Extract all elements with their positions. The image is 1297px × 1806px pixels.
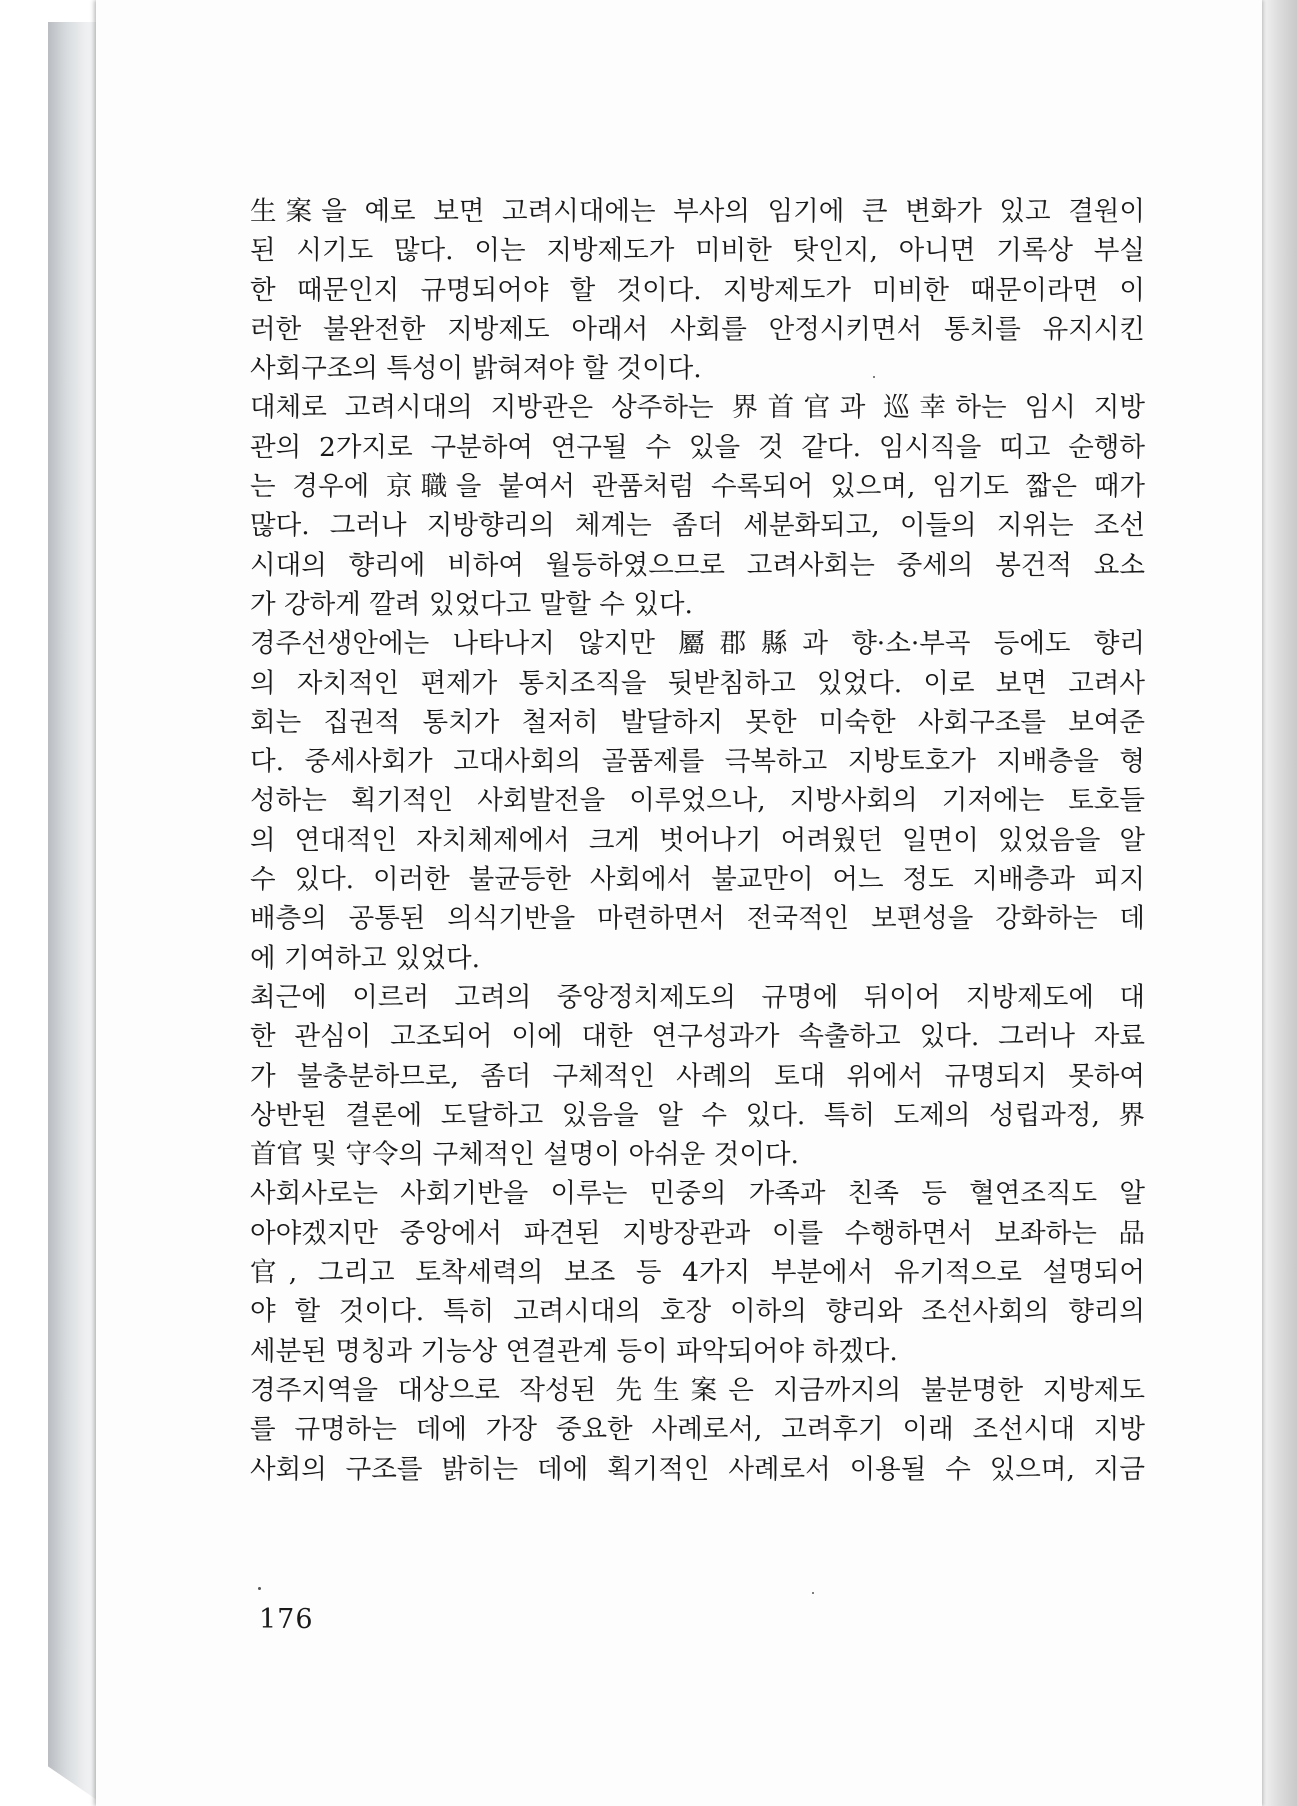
text-line: 生案을 예로 보면 고려시대에는 부사의 임기에 큰 변화가 있고 결원이: [250, 196, 1145, 227]
text-line: 의 자치적인 편제가 통치조직을 뒷받침하고 있었다. 이로 보면 고려사: [250, 667, 1145, 699]
text-line: 수 있다. 이러한 불균등한 사회에서 불교만이 어느 정도 지배층과 피지: [250, 864, 1145, 896]
text-line: 아야겠지만 중앙에서 파견된 지방장관과 이를 수행하면서 보좌하는 品: [250, 1217, 1145, 1249]
text-line: 러한 불완전한 지방제도 아래서 사회를 안정시키면서 통치를 유지시킨: [250, 313, 1145, 345]
text-line: 사회의 구조를 밝히는 데에 획기적인 사례로서 이용될 수 있으며, 지금: [250, 1453, 1145, 1485]
book-spine: [48, 22, 100, 1802]
text-line: 시대의 향리에 비하여 월등하였으므로 고려사회는 중세의 봉건적 요소: [250, 549, 1145, 581]
text-line: 된 시기도 많다. 이는 지방제도가 미비한 탓인지, 아니면 기록상 부실: [250, 235, 1145, 267]
text-line: 대체로 고려시대의 지방관은 상주하는 界首官과 巡幸하는 임시 지방: [250, 392, 1145, 424]
text-line: 가 강하게 깔려 있었다고 말할 수 있다.: [250, 588, 693, 620]
text-line: 를 규명하는 데에 가장 중요한 사례로서, 고려후기 이래 조선시대 지방: [250, 1414, 1145, 1446]
text-line: 다. 중세사회가 고대사회의 골품제를 극복하고 지방토호가 지배층을 형: [250, 746, 1145, 778]
print-speck: [258, 1587, 261, 1590]
text-line: 사회사로는 사회기반을 이루는 민중의 가족과 친족 등 혈연조직도 알: [250, 1178, 1145, 1210]
text-line: 경주선생안에는 나타나지 않지만 屬郡縣과 향·소·부곡 등에도 향리: [250, 628, 1145, 660]
text-line: 한 때문인지 규명되어야 할 것이다. 지방제도가 미비한 때문이라면 이: [250, 274, 1145, 306]
text-line: 가 불충분하므로, 좀더 구체적인 사례의 토대 위에서 규명되지 못하여: [250, 1060, 1145, 1092]
text-line: 首官 및 守令의 구체적인 설명이 아쉬운 것이다.: [250, 1139, 799, 1171]
text-line: 최근에 이르러 고려의 중앙정치제도의 규명에 뒤이어 지방제도에 대: [250, 981, 1145, 1013]
text-line: 성하는 획기적인 사회발전을 이루었으나, 지방사회의 기저에는 토호들: [250, 785, 1145, 817]
page-number: 176: [259, 1604, 314, 1635]
text-line: 官, 그리고 토착세력의 보조 등 4가지 부분에서 유기적으로 설명되어: [250, 1257, 1145, 1289]
text-line: 배층의 공통된 의식기반을 마련하면서 전국적인 보편성을 강화하는 데: [250, 903, 1145, 935]
print-speck: [873, 376, 875, 378]
text-line: 세분된 명칭과 기능상 연결관계 등이 파악되어야 하겠다.: [250, 1335, 898, 1367]
text-line: 에 기여하고 있었다.: [250, 942, 481, 974]
page-edge: [1262, 0, 1297, 1806]
text-line: 야 할 것이다. 특히 고려시대의 호장 이하의 향리와 조선사회의 향리의: [250, 1296, 1145, 1328]
text-line: 사회구조의 특성이 밝혀져야 할 것이다.: [250, 353, 702, 385]
text-line: 회는 집권적 통치가 철저히 발달하지 못한 미숙한 사회구조를 보여준: [250, 706, 1145, 738]
text-line: 의 연대적인 자치체제에서 크게 벗어나기 어려웠던 일면이 있었음을 알: [250, 824, 1145, 856]
text-line: 한 관심이 고조되어 이에 대한 연구성과가 속출하고 있다. 그러나 자료: [250, 1021, 1145, 1053]
text-line: 상반된 결론에 도달하고 있음을 알 수 있다. 특히 도제의 성립과정, 界: [250, 1099, 1145, 1131]
text-line: 관의 2가지로 구분하여 연구될 수 있을 것 같다. 임시직을 띠고 순행하: [250, 431, 1145, 463]
print-speck: [812, 1592, 814, 1594]
body-text: [250, 192, 1145, 1489]
text-line: 경주지역을 대상으로 작성된 先生案은 지금까지의 불분명한 지방제도: [250, 1374, 1145, 1406]
text-line: 는 경우에 京職을 붙여서 관품처럼 수록되어 있으며, 임기도 짧은 때가: [250, 471, 1145, 503]
text-line: 많다. 그러나 지방향리의 체계는 좀더 세분화되고, 이들의 지위는 조선: [250, 510, 1145, 542]
